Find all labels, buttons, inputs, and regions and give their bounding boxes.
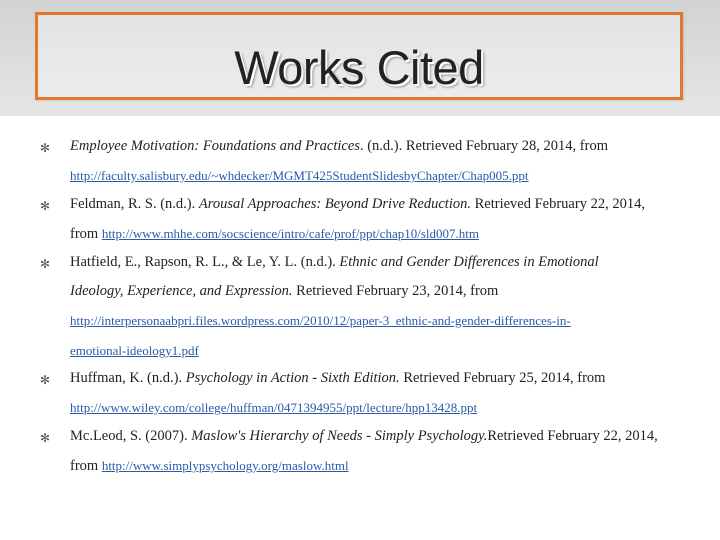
reference-author: Feldman, R. S. (n.d.). (70, 196, 196, 212)
reference-title: Arousal Approaches: Beyond Drive Reduction. (198, 196, 471, 212)
reference-text: Retrieved February 23, 2014, from (296, 283, 499, 299)
list-bullet-icon: ✻ (40, 199, 51, 213)
reference-item (70, 422, 690, 481)
page-title: Works Cited (234, 41, 484, 94)
reference-author: Hatfield, E., Rapson, R. L., & Le, Y. L. (n.d.). (70, 254, 336, 270)
reference-link[interactable]: http://www.wiley.com/college/huffman/0471394955/ppt/lecture/hpp13428.ppt (70, 400, 478, 415)
reference-item (70, 248, 690, 366)
list-bullet-icon: ✻ (40, 141, 51, 155)
reference-item (70, 364, 690, 423)
list-bullet-icon: ✻ (40, 257, 51, 271)
reference-title: Ethnic and Gender Differences in Emotional (339, 254, 599, 270)
reference-author: Huffman, K. (n.d.). (70, 370, 183, 386)
reference-text: Retrieved February 22, 2014, (474, 196, 645, 212)
reference-text: Retrieved February 22, 2014, (487, 428, 658, 444)
reference-link[interactable]: http://interpersonaabpri.files.wordpress.com/2010/12/paper-3_ethnic-and-gender-differences-in- (70, 313, 571, 328)
reference-title: Psychology in Action - Sixth Edition. (185, 370, 400, 386)
reference-text: from (70, 458, 99, 474)
reference-link[interactable]: http://www.simplypsychology.org/maslow.html (101, 458, 349, 473)
reference-item (70, 190, 690, 249)
reference-text: Retrieved February 25, 2014, from (403, 370, 606, 386)
reference-link[interactable]: http://faculty.salisbury.edu/~whdecker/MGMT425StudentSlidesbyChapter/Chap005.ppt (70, 168, 529, 183)
reference-title: Maslow's Hierarchy of Needs - Simply Psychology. (191, 428, 488, 444)
reference-author: Mc.Leod, S. (2007). (70, 428, 188, 444)
reference-title: Ideology, Experience, and Expression. (70, 283, 293, 299)
reference-text: (n.d.). Retrieved February 28, 2014, from (367, 138, 608, 154)
list-bullet-icon: ✻ (40, 431, 51, 445)
reference-link[interactable]: emotional-ideology1.pdf (70, 343, 199, 358)
list-bullet-icon: ✻ (40, 373, 51, 387)
reference-link[interactable]: http://www.mhhe.com/socscience/intro/cafe/prof/ppt/chap10/sld007.htm (101, 226, 479, 241)
reference-item: Employee Motivation: Foundations and Practices. (n.d.). Retrieved February 28, 2014, from http://faculty.salisbury.edu/~whdecker/MGMT425StudentSlidesbyChapter/Chap005.ppt (70, 138, 608, 183)
reference-title: Employee Motivation: Foundations and Practices (70, 138, 360, 154)
reference-text: from (70, 226, 99, 242)
